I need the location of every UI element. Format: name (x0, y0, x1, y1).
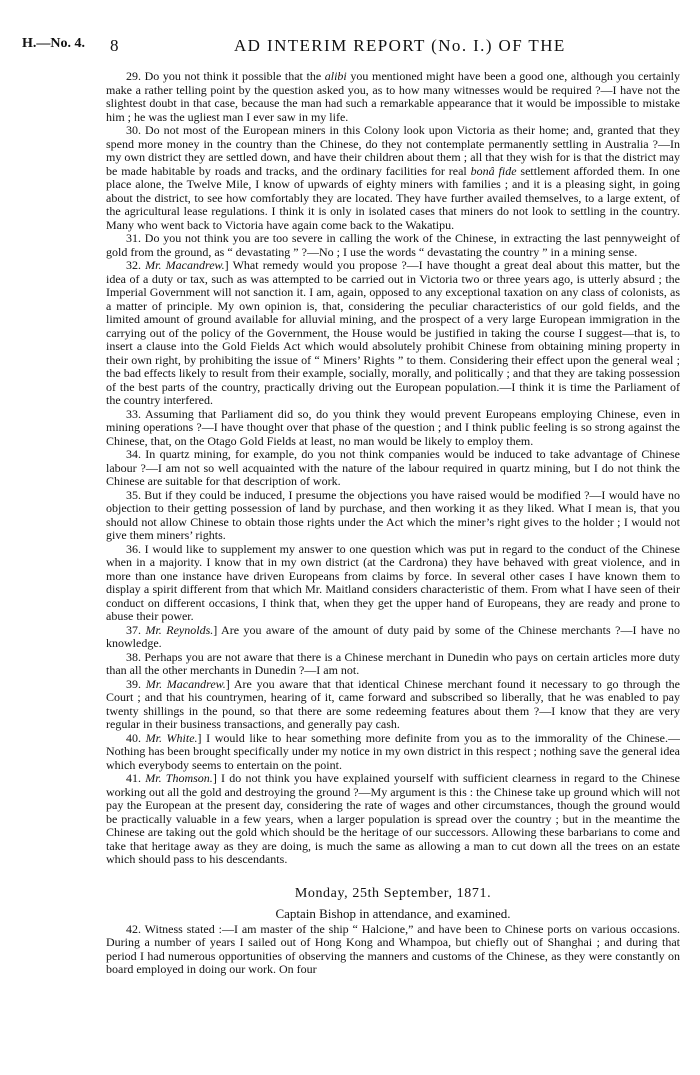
text-run: ] I do not think you have explained yourself with sufficient clearness in regard to the Chinese working out all the gold and destroying the ground ?—My argument is this : the Chinese take up ground which will not pay the European at the present day, considering the rate of wages and other circumstances, though the ground would be practically valuable in a few years, when a larger population is spread over the country ; but in the meantime the Chinese are taking out the gold which should be the heritage of our successors. Allowing these barbarians to come and take that heritage away as they are doing, is much the same as allowing a man to cut down all the trees on an estate which should pass to his descendants. (106, 771, 680, 866)
text-run: 38. Perhaps you are not aware that there is a Chinese merchant in Dunedin who pays on certain articles more duty than all the other merchants in Dunedin ?—I am not. (106, 649, 680, 677)
italic-text: Mr. Macandrew. (145, 258, 225, 272)
text-run: 42. Witness stated :—I am master of the ship “ Halcione,” and have been to Chinese ports on various occasions. During a number of years I sailed out of Hong Kong and Whampoa, but chiefly out of Shanghai ; and during that period I had numerous opportunities of observing the manners and customs of the Chinese, as they were constantly on board employed in doing our work. On four (106, 921, 680, 976)
text-run: 37. (126, 622, 146, 637)
question-paragraph (106, 489, 680, 543)
italic-text: Mr. Macandrew. (145, 676, 226, 691)
italic-text: bonâ fide (470, 163, 517, 178)
text-run: 40. (126, 730, 146, 745)
session-date: Monday, 25th September, 1871. (294, 885, 492, 901)
text-run: 35. But if they could be induced, I presume the objections you have raised would be modified ?—I would have no objection to their getting possession of land by purchase, and then working it as they liked. What I mean is, that you should not allow Chinese to obtain those rights under the Act which the miner’s right gives to the holder ; I would not give them miners’ rights. (106, 487, 680, 542)
question-paragraph (106, 772, 680, 867)
document-body (106, 70, 680, 1060)
question-paragraph (106, 651, 680, 678)
question-paragraph (106, 732, 680, 773)
witness-statement (106, 923, 680, 977)
running-header (0, 36, 700, 56)
text-run: ] I would like to hear something more definite from you as to the immorality of the Chinese.—Nothing has been brought specifically under my notice in my own district in this respect ; nothing save the general idea which everybody seems to entertain on the point. (106, 730, 680, 772)
text-run: ] Are you aware of the amount of duty paid by some of the Chinese merchants ?—I have no knowledge. (106, 622, 680, 650)
text-run: 34. In quartz mining, for example, do you not think companies would be induced to take advantage of Chinese labour ?—I am not so well acquainted with the nature of the labour required in quartz mining, but I do not think the Chinese are suitable for that description of work. (106, 447, 680, 488)
text-run: 31. Do you not think you are too severe in calling the work of the Chinese, in extracting the last pennyweight of gold from the ground, as “ devastating ” ?—No ; I use the words “ devastating the country ” in a mining sense. (106, 231, 680, 259)
question-paragraph (106, 543, 680, 624)
text-run: 33. Assuming that Parliament did so, do you think they would prevent Europeans employing Chinese, even in mining operations ?—I have thought over that phase of the question ; and I think public feeling is so strong against the Chinese, that, on the Otago Gold Fields at least, no man would be likely to employ them. (106, 406, 680, 448)
text-run: 36. I would like to supplement my answer to one question which was put in regard to the conduct of the Chinese when in a majority. I know that in my own district (at the Cardrona) they have behaved with great violence, and in more than one instance have driven Europeans from claims by force. In several other cases I have known them to display a spirit different from that which Mr. Maitland considers characteristic of them. From what I have seen of their conduct on different occasions, I think that, when they get the upper hand of Europeans, they are ready and prone to abuse their power. (106, 541, 680, 623)
text-run: you mentioned might have been a good one, although you certainly make a rather telling point by the question asked you, as to how many witnesses would be required ?—I have not the slightest doubt in that case, because the man had such a remarkable appearance that it would be impossible to mistake him ; he was the ugliest man I ever saw in my life. (106, 70, 680, 124)
italic-text: alibi (324, 70, 347, 83)
question-paragraph (106, 70, 680, 124)
text-run: settlement afforded them. In one place alone, the Twelve Mile, I know of upwards of eighty miners with families ; and it is a pleasing sight, in going about the district, to see how comfortably they are located. They have further availed themselves, to a large extent, of the agricultural lease regulations. I think it is only in isolated cases that miners do not look to settling in the country. Many who went back to Victoria have again come back to the Wakatipu. (106, 163, 680, 232)
text-run: 39. (126, 676, 146, 691)
text-run: 29. Do you not think it possible that the (126, 70, 325, 83)
text-run: 32. (126, 258, 146, 272)
text-run: 30. Do not most of the European miners in this Colony look upon Victoria as their home; and, granted that they spend more money in the country than the Chinese, do they not contemplate permanently settling in Australia ?—In my own district they are settled down, and have their children about them ; all that they wish for is that the district may be made habitable by roads and tracks, and the ordinary facilities for real (106, 123, 680, 178)
text-run: ] Are you aware that that identical Chinese merchant found it necessary to go through the Court ; and that his countrymen, hearing of it, came forward and subscribed so liberally, that he was enabled to pay twenty shillings in the pound, so that there are some redeeming features about them ?—I know that they are very regular in their business transactions, and generally pay cash. (106, 676, 680, 731)
running-title: AD INTERIM REPORT (No. I.) OF THE (234, 36, 566, 55)
page-number: 8 (110, 36, 119, 55)
question-paragraph (106, 124, 680, 232)
italic-text: Mr. Thomson. (145, 771, 213, 785)
question-paragraph (106, 408, 680, 449)
question-paragraph (106, 448, 680, 489)
text-run: ] What remedy would you propose ?—I have thought a great deal about this matter, but the idea of a duty or tax, such as was attempted to be carried out in Victoria two or three years ago, is utterly absurd ; the Imperial Government will not sanction it. I am, again, opposed to any exceptional taxation on any class of colonists, as a matter of principle. My own opinion is, that, considering the peculiar characteristics of our gold fields, and the limited amount of ground available for alluvial mining, and the prospect of a very large European immigration in the carrying out of the policy of the Government, the House would be justified in taking the course I suggest—that is, to insert a clause into the Gold Fields Act which would absolutely prohibit Chinese from obtaining mining property in their own right, by prohibiting the issue of “ Miners’ Rights ” to them. Considering their effect upon the general weal ; the bad effects likely to result from their example, socially, morally, and politically ; and that they are taking possession of the best parts of the country, practically driving out the European population.—I think it is time the Parliament of the country interfered. (106, 258, 680, 407)
italic-text: Mr. White. (145, 730, 198, 745)
question-paragraph (106, 232, 680, 259)
text-run: 41. (126, 771, 146, 785)
witness-attendance: Captain Bishop in attendance, and examined. (275, 905, 511, 921)
paper-reference: H.—No. 4. (22, 36, 85, 51)
italic-text: Mr. Reynolds. (145, 622, 214, 637)
question-paragraph (106, 259, 680, 408)
question-paragraph (106, 624, 680, 651)
question-paragraph (106, 678, 680, 732)
